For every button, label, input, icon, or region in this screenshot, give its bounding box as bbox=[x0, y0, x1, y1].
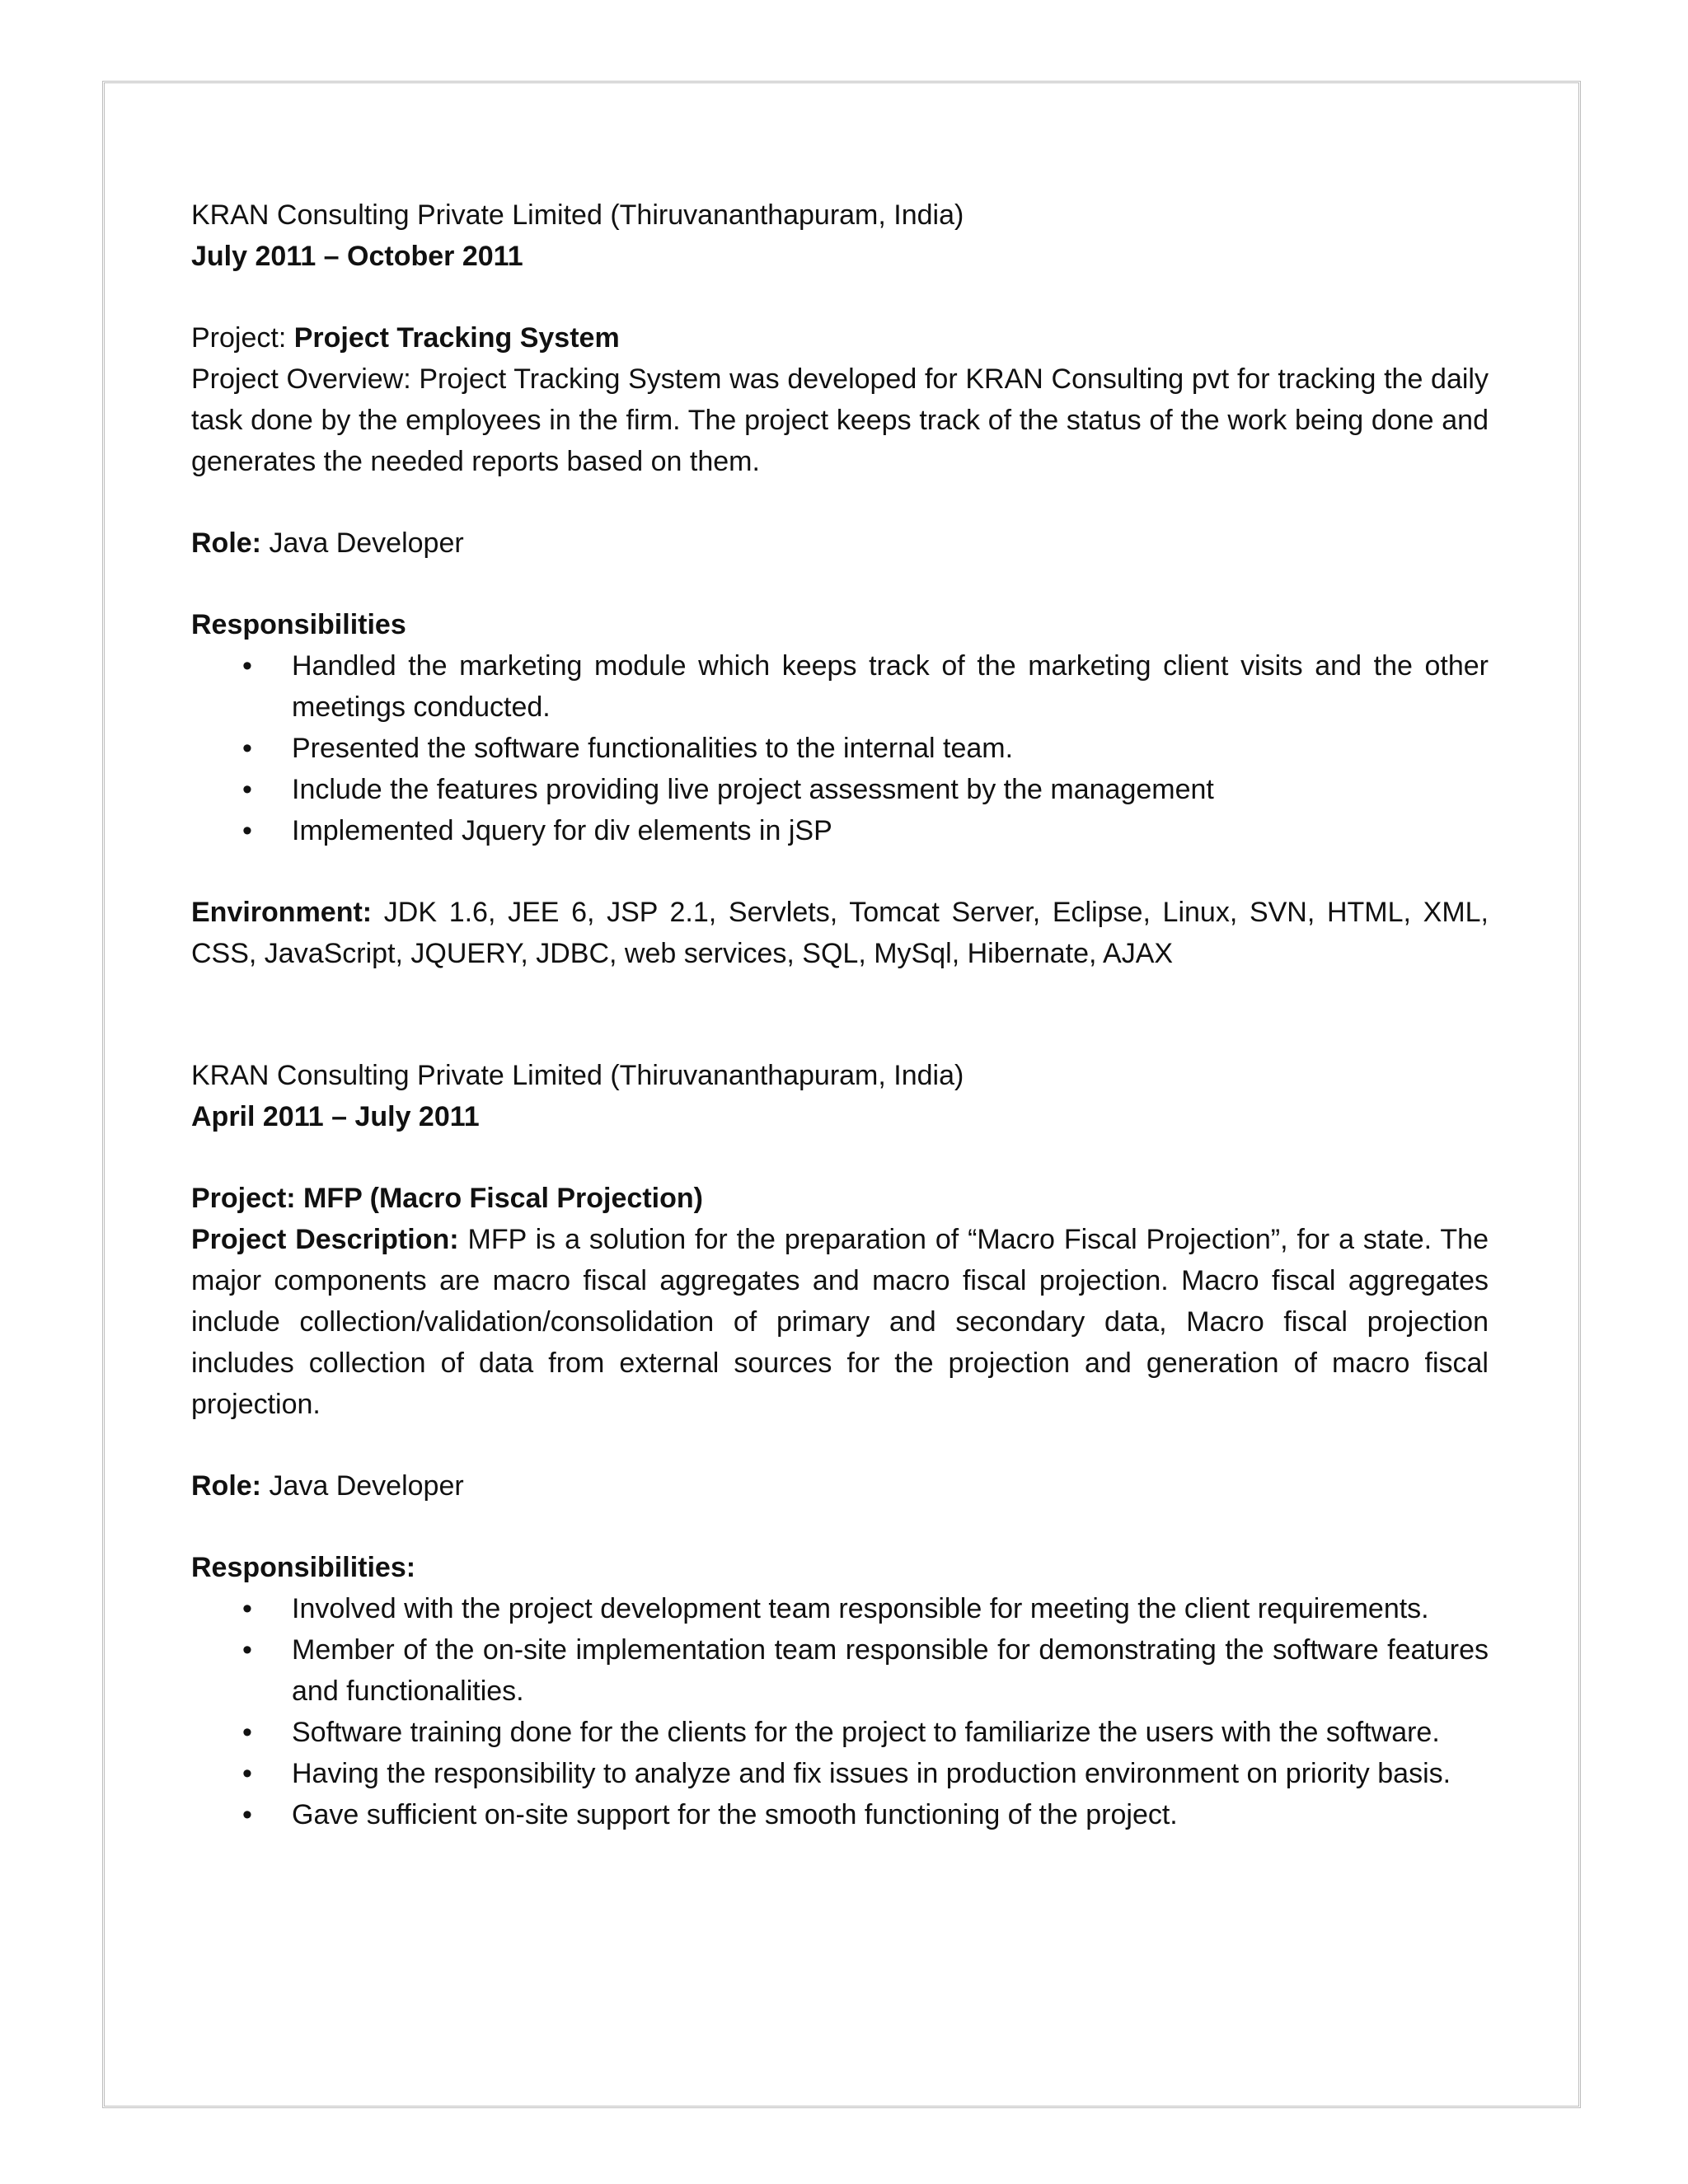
job-entry-project-tracking-system bbox=[191, 194, 1489, 974]
environment-label: Environment: bbox=[191, 897, 373, 928]
responsibility-text: Member of the on-site implementation team responsible for demonstrating the software features and functionalities. bbox=[292, 1634, 1489, 1707]
bullet-icon: • bbox=[242, 1634, 252, 1666]
project-name: Project Tracking System bbox=[293, 322, 620, 354]
responsibility-text: Handled the marketing module which keeps track of the marketing client visits and the other meetings conducted. bbox=[292, 650, 1489, 723]
project-label: Project: bbox=[191, 322, 294, 354]
responsibilities-list bbox=[191, 645, 1489, 851]
responsibility-text: Implemented Jquery for div elements in jSP bbox=[292, 815, 832, 846]
bullet-icon: • bbox=[242, 650, 252, 682]
job-entry-mfp bbox=[191, 1055, 1489, 1835]
list-item bbox=[191, 1712, 1489, 1753]
bullet-icon: • bbox=[242, 815, 252, 846]
role-label: Role: bbox=[191, 527, 261, 559]
environment-line bbox=[191, 892, 1489, 974]
bullet-icon: • bbox=[242, 1799, 252, 1830]
role-line bbox=[191, 523, 1489, 564]
list-item bbox=[191, 1588, 1489, 1629]
list-item bbox=[191, 1629, 1489, 1712]
responsibilities-list bbox=[191, 1588, 1489, 1835]
responsibilities-heading: Responsibilities: bbox=[191, 1552, 416, 1583]
environment-value: JDK 1.6, JEE 6, JSP 2.1, Servlets, Tomcat Server, Eclipse, Linux, SVN, HTML, XML, CSS, JavaScript, JQUERY, JDBC, web services, SQL, MySql, Hibernate, AJAX bbox=[191, 897, 1489, 969]
list-item bbox=[191, 645, 1489, 728]
description-label: Project Description: bbox=[191, 1224, 459, 1255]
overview-text: Project Tracking System was developed for KRAN Consulting pvt for tracking the daily task done by the employees in the firm. The project keeps track of the status of the work being done and generates the needed reports based on them. bbox=[191, 363, 1489, 477]
role-line bbox=[191, 1465, 1489, 1507]
project-overview bbox=[191, 359, 1489, 482]
bullet-icon: • bbox=[242, 774, 252, 805]
project-title: Project: MFP (Macro Fiscal Projection) bbox=[191, 1183, 703, 1214]
responsibility-text: Presented the software functionalities to the internal team. bbox=[292, 733, 1014, 764]
responsibility-text: Gave sufficient on-site support for the smooth functioning of the project. bbox=[292, 1799, 1178, 1830]
company-name: KRAN Consulting Private Limited (Thiruvananthapuram, India) bbox=[191, 1060, 964, 1091]
employment-dates: April 2011 – July 2011 bbox=[191, 1101, 480, 1132]
responsibility-text: Include the features providing live project assessment by the management bbox=[292, 774, 1214, 805]
list-item bbox=[191, 769, 1489, 810]
project-line bbox=[191, 317, 1489, 359]
resume-page-content bbox=[191, 194, 1489, 1835]
description-text: MFP is a solution for the preparation of “Macro Fiscal Projection”, for a state. The major components are macro fiscal aggregates and macro fiscal projection. Macro fiscal aggregates include collection/validation/consolidation of primary and secondary data, Macro fiscal projection includes collection of data from external sources for the projection and generation of macro fiscal projection. bbox=[191, 1224, 1489, 1420]
bullet-icon: • bbox=[242, 1593, 252, 1624]
responsibility-text: Software training done for the clients for the project to familiarize the users with the software. bbox=[292, 1717, 1440, 1748]
role-label: Role: bbox=[191, 1470, 261, 1502]
bullet-icon: • bbox=[242, 1758, 252, 1789]
list-item bbox=[191, 1794, 1489, 1835]
bullet-icon: • bbox=[242, 733, 252, 764]
list-item bbox=[191, 810, 1489, 851]
bullet-icon: • bbox=[242, 1717, 252, 1748]
project-description bbox=[191, 1219, 1489, 1425]
role-value: Java Developer bbox=[261, 1470, 464, 1502]
responsibility-text: Involved with the project development team responsible for meeting the client requirements. bbox=[292, 1593, 1429, 1624]
responsibilities-heading: Responsibilities bbox=[191, 609, 406, 640]
overview-label: Project Overview: bbox=[191, 363, 420, 395]
list-item bbox=[191, 728, 1489, 769]
company-name: KRAN Consulting Private Limited (Thiruvananthapuram, India) bbox=[191, 199, 964, 231]
responsibility-text: Having the responsibility to analyze and fix issues in production environment on priority basis. bbox=[292, 1758, 1451, 1789]
list-item bbox=[191, 1753, 1489, 1794]
employment-dates: July 2011 – October 2011 bbox=[191, 241, 523, 272]
role-value: Java Developer bbox=[261, 527, 464, 559]
